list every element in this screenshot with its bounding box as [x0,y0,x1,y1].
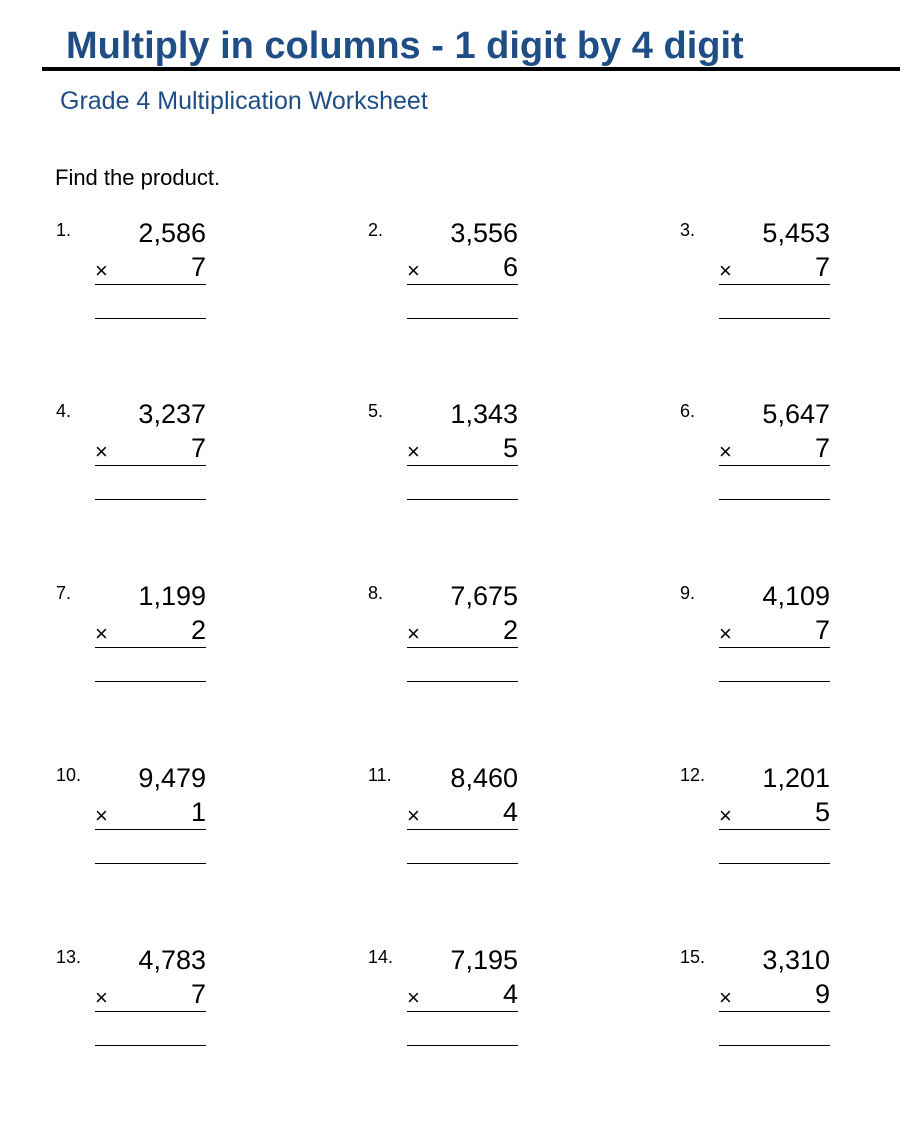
problem-12 [680,765,840,885]
multiply-sign-icon: × [719,803,732,828]
multiplicand: 1,201 [762,763,830,793]
problem-15 [680,947,840,1067]
multiply-sign-icon: × [407,803,420,828]
multiplicand: 1,199 [138,581,206,611]
operation-line [407,284,518,285]
problem-number: 2. [368,220,384,240]
multiplier: 5 [502,433,518,463]
answer-line[interactable] [95,681,206,682]
problem-number: 15. [680,947,706,967]
multiply-sign-icon: × [719,439,732,464]
problem-4 [56,401,216,521]
problem-6 [680,401,840,521]
answer-line[interactable] [407,863,518,864]
problem-7 [56,583,216,703]
problem-number: 13. [56,947,82,967]
instructions-text: Find the product. [55,165,221,190]
problem-8 [368,583,528,703]
multiplier: 7 [814,433,830,463]
multiplicand: 3,556 [450,218,518,248]
answer-line[interactable] [95,318,206,319]
multiplier: 4 [502,979,518,1009]
problem-number: 9. [680,583,696,603]
problem-3 [680,220,840,340]
multiplicand: 2,586 [138,218,206,248]
operation-line [95,465,206,466]
answer-line[interactable] [719,318,830,319]
answer-line[interactable] [719,681,830,682]
multiplicand: 8,460 [450,763,518,793]
operation-line [95,1011,206,1012]
multiplier: 1 [190,797,206,827]
answer-line[interactable] [407,499,518,500]
multiply-sign-icon: × [719,258,732,283]
multiplier: 4 [502,797,518,827]
operation-line [719,829,830,830]
problem-1 [56,220,216,340]
operation-line [719,465,830,466]
multiplicand: 7,675 [450,581,518,611]
problem-number: 3. [680,220,696,240]
multiplier: 7 [190,979,206,1009]
multiplicand: 3,310 [762,945,830,975]
problem-13 [56,947,216,1067]
multiplier: 2 [190,615,206,645]
worksheet-subtitle: Grade 4 Multiplication Worksheet [60,87,428,115]
operation-line [407,829,518,830]
problem-10 [56,765,216,885]
multiplier: 9 [814,979,830,1009]
multiplicand: 1,343 [450,399,518,429]
problem-number: 4. [56,401,72,421]
answer-line[interactable] [95,863,206,864]
problem-number: 11. [368,765,392,785]
problem-number: 8. [368,583,384,603]
operation-line [95,829,206,830]
problem-11 [368,765,528,885]
problem-9 [680,583,840,703]
problem-number: 6. [680,401,696,421]
multiplier: 2 [502,615,518,645]
operation-line [719,284,830,285]
problem-number: 14. [368,947,394,967]
operation-line [407,465,518,466]
multiplicand: 4,109 [762,581,830,611]
operation-line [719,647,830,648]
problem-number: 5. [368,401,384,421]
multiply-sign-icon: × [95,985,108,1010]
problem-5 [368,401,528,521]
multiplicand: 5,647 [762,399,830,429]
multiplicand: 4,783 [138,945,206,975]
multiplier: 7 [814,252,830,282]
answer-line[interactable] [95,1045,206,1046]
problem-number: 12. [680,765,706,785]
multiply-sign-icon: × [95,621,108,646]
multiplier: 6 [502,252,518,282]
answer-line[interactable] [407,681,518,682]
answer-line[interactable] [719,863,830,864]
multiplicand: 9,479 [138,763,206,793]
problem-number: 10. [56,765,82,785]
problem-14 [368,947,528,1067]
multiplicand: 5,453 [762,218,830,248]
multiplier: 7 [814,615,830,645]
multiply-sign-icon: × [719,621,732,646]
multiply-sign-icon: × [95,439,108,464]
worksheet-title: Multiply in columns - 1 digit by 4 digit [66,25,744,67]
multiplier: 7 [190,433,206,463]
operation-line [407,1011,518,1012]
multiply-sign-icon: × [407,439,420,464]
problem-number: 7. [56,583,72,603]
answer-line[interactable] [719,1045,830,1046]
multiplicand: 3,237 [138,399,206,429]
multiplier: 7 [190,252,206,282]
multiply-sign-icon: × [95,803,108,828]
answer-line[interactable] [719,499,830,500]
problem-2 [368,220,528,340]
answer-line[interactable] [407,1045,518,1046]
operation-line [95,284,206,285]
multiply-sign-icon: × [407,985,420,1010]
problem-number: 1. [56,220,72,240]
operation-line [95,647,206,648]
answer-line[interactable] [407,318,518,319]
multiply-sign-icon: × [719,985,732,1010]
answer-line[interactable] [95,499,206,500]
multiply-sign-icon: × [95,258,108,283]
multiply-sign-icon: × [407,621,420,646]
operation-line [719,1011,830,1012]
multiplicand: 7,195 [450,945,518,975]
multiplier: 5 [814,797,830,827]
multiply-sign-icon: × [407,258,420,283]
operation-line [407,647,518,648]
